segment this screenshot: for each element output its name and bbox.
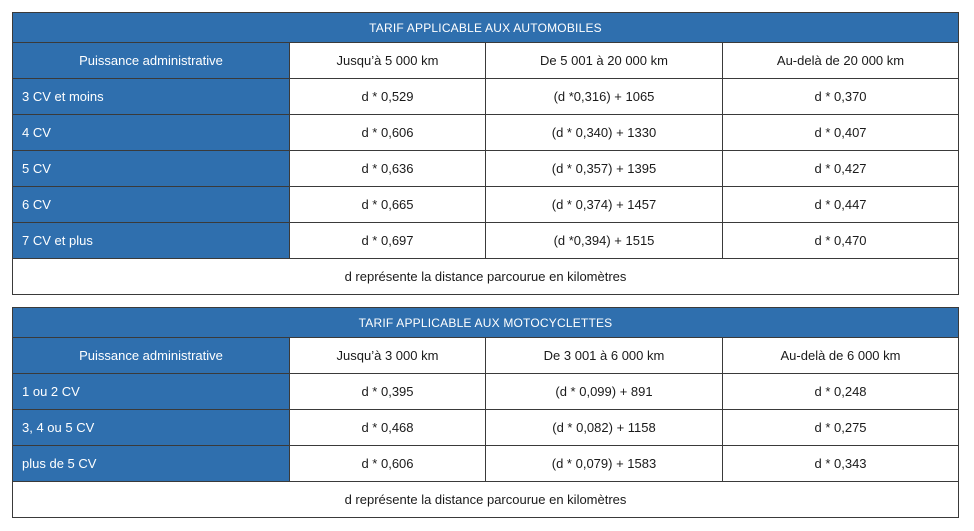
table-cell: (d *0,394) + 1515: [486, 223, 723, 259]
table-cell: d * 0,470: [723, 223, 959, 259]
table-cell: d * 0,529: [290, 79, 486, 115]
table-cell: d * 0,370: [723, 79, 959, 115]
table-cell: d * 0,427: [723, 151, 959, 187]
table-row: [13, 374, 959, 410]
distance-note: d représente la distance parcourue en kilomètres: [13, 482, 959, 518]
automobiles-title-row: [13, 13, 959, 43]
row-label: 5 CV: [13, 151, 290, 187]
row-label: 1 ou 2 CV: [13, 374, 290, 410]
motocyclettes-title-row: [13, 308, 959, 338]
table-cell: (d * 0,099) + 891: [486, 374, 723, 410]
column-header-tier-1: Jusqu’à 5 000 km: [290, 43, 486, 79]
table-cell: d * 0,343: [723, 446, 959, 482]
table-cell: (d * 0,079) + 1583: [486, 446, 723, 482]
table-row: [13, 79, 959, 115]
column-header-tier-3: Au-delà de 20 000 km: [723, 43, 959, 79]
table-cell: (d *0,316) + 1065: [486, 79, 723, 115]
table-row: [13, 410, 959, 446]
row-label: 4 CV: [13, 115, 290, 151]
motocyclettes-note-row: [13, 482, 959, 518]
row-label: plus de 5 CV: [13, 446, 290, 482]
table-cell: (d * 0,340) + 1330: [486, 115, 723, 151]
table-cell: d * 0,395: [290, 374, 486, 410]
table-row: [13, 151, 959, 187]
row-label: 3 CV et moins: [13, 79, 290, 115]
table-cell: d * 0,606: [290, 115, 486, 151]
table-cell: d * 0,606: [290, 446, 486, 482]
column-header-puissance: Puissance administrative: [13, 43, 290, 79]
table-cell: d * 0,275: [723, 410, 959, 446]
column-header-puissance: Puissance administrative: [13, 338, 290, 374]
row-label: 6 CV: [13, 187, 290, 223]
table-cell: d * 0,468: [290, 410, 486, 446]
column-header-tier-3: Au-delà de 6 000 km: [723, 338, 959, 374]
table-cell: (d * 0,374) + 1457: [486, 187, 723, 223]
table-cell: d * 0,407: [723, 115, 959, 151]
motocyclettes-header-row: [13, 338, 959, 374]
table-row: [13, 187, 959, 223]
table-cell: d * 0,665: [290, 187, 486, 223]
table-row: [13, 115, 959, 151]
motocyclettes-title: TARIF APPLICABLE AUX MOTOCYCLETTES: [13, 308, 959, 338]
column-header-tier-2: De 3 001 à 6 000 km: [486, 338, 723, 374]
table-cell: d * 0,636: [290, 151, 486, 187]
table-cell: (d * 0,357) + 1395: [486, 151, 723, 187]
table-cell: d * 0,447: [723, 187, 959, 223]
table-cell: (d * 0,082) + 1158: [486, 410, 723, 446]
automobiles-title: TARIF APPLICABLE AUX AUTOMOBILES: [13, 13, 959, 43]
row-label: 7 CV et plus: [13, 223, 290, 259]
automobiles-note-row: [13, 259, 959, 295]
table-row: [13, 446, 959, 482]
automobiles-tariff-table: [12, 12, 959, 295]
automobiles-header-row: [13, 43, 959, 79]
table-row: [13, 223, 959, 259]
distance-note: d représente la distance parcourue en kilomètres: [13, 259, 959, 295]
column-header-tier-1: Jusqu’à 3 000 km: [290, 338, 486, 374]
motocyclettes-tariff-table: [12, 307, 959, 518]
row-label: 3, 4 ou 5 CV: [13, 410, 290, 446]
table-cell: d * 0,248: [723, 374, 959, 410]
table-cell: d * 0,697: [290, 223, 486, 259]
column-header-tier-2: De 5 001 à 20 000 km: [486, 43, 723, 79]
